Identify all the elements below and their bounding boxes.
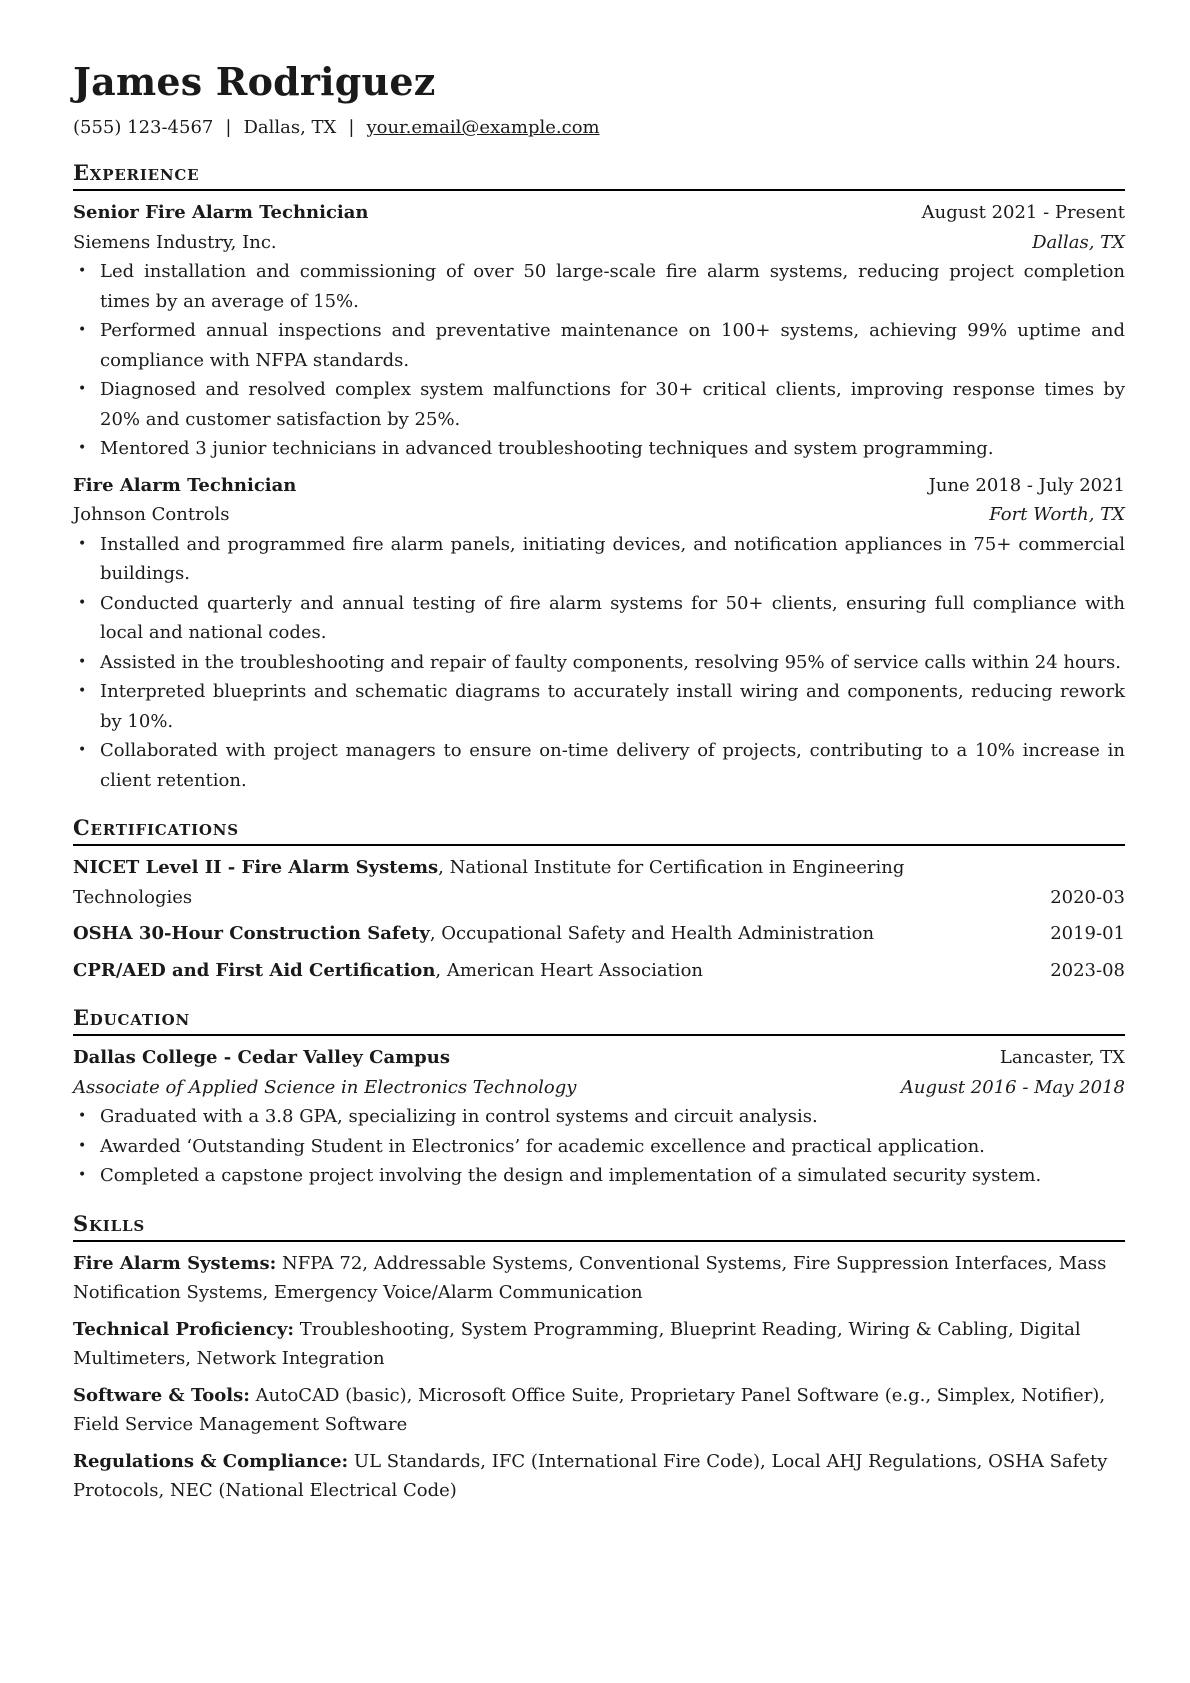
- bullet-item: • Graduated with a 3.8 GPA, specializing in control systems and circuit analysis.: [100, 1102, 1125, 1132]
- section-title-experience: Experience: [73, 160, 1125, 191]
- skill-label: Technical Proficiency:: [73, 1318, 294, 1340]
- phone: (555) 123-4567: [73, 117, 214, 138]
- bullet-item: • Performed annual inspections and preventative maintenance on 100+ systems, achieving 99% uptime and compliance with NFPA standards.: [100, 316, 1125, 375]
- cert-name: NICET Level II - Fire Alarm Systems: [73, 857, 439, 878]
- skills-section: [73, 1211, 1125, 1506]
- education-entry: [73, 1043, 1125, 1191]
- skill-label: Regulations & Compliance:: [73, 1450, 349, 1472]
- location: Dallas, TX: [243, 117, 337, 138]
- bullet-item: • Awarded ‘Outstanding Student in Electronics’ for academic excellence and practical application.: [100, 1132, 1125, 1162]
- job-company: Johnson Controls: [73, 504, 230, 525]
- bullet-item: • Interpreted blueprints and schematic diagrams to accurately install wiring and components, reducing rework by 10%.: [100, 677, 1125, 736]
- cert-date: 2023-08: [1050, 959, 1125, 981]
- skill-group: [73, 1447, 1125, 1506]
- education-dates: August 2016 - May 2018: [900, 1076, 1125, 1098]
- job-location: Fort Worth, TX: [989, 504, 1125, 525]
- skill-value: UL Standards, IFC (International Fire Code), Local AHJ Regulations, OSHA Safety Protocols, NEC (National Electrical Code): [73, 1450, 1108, 1501]
- education-section: [73, 1005, 1125, 1191]
- bullet-item: • Assisted in the troubleshooting and repair of faulty components, resolving 95% of service calls within 24 hours.: [100, 648, 1125, 678]
- school-name: Dallas College - Cedar Valley Campus: [73, 1047, 450, 1068]
- job-entry: [73, 198, 1125, 464]
- bullet-item: • Led installation and commissioning of over 50 large-scale fire alarm systems, reducing project completion times by an average of 15%.: [100, 257, 1125, 316]
- bullet-item: • Installed and programmed fire alarm panels, initiating devices, and notification appliances in 75+ commercial buildings.: [100, 530, 1125, 589]
- cert-issuer: , National Institute for Certification in Engineering Technologies: [73, 857, 905, 908]
- job-entry: [73, 471, 1125, 796]
- cert-item: [73, 853, 1125, 912]
- separator: |: [348, 117, 355, 138]
- section-title-education: Education: [73, 1005, 1125, 1036]
- cert-issuer: , American Heart Association: [435, 959, 703, 981]
- job-bullets: [73, 530, 1125, 796]
- email-link[interactable]: your.email@example.com: [366, 117, 600, 138]
- job-company: Siemens Industry, Inc.: [73, 231, 277, 253]
- cert-date: 2019-01: [1050, 923, 1125, 944]
- bullet-item: • Collaborated with project managers to ensure on-time delivery of projects, contributing to a 10% increase in client retention.: [100, 736, 1125, 795]
- skill-value: Troubleshooting, System Programming, Blueprint Reading, Wiring & Cabling, Digital Multimeters, Network Integration: [73, 1318, 1081, 1369]
- section-title-certifications: Certifications: [73, 815, 1125, 846]
- experience-section: [73, 160, 1125, 795]
- cert-item: [73, 919, 1125, 949]
- cert-name: OSHA 30-Hour Construction Safety: [73, 923, 430, 944]
- skill-value: NFPA 72, Addressable Systems, Conventional Systems, Fire Suppression Interfaces, Mass Notification Systems, Emergency Voice/Alarm Communication: [73, 1252, 1107, 1303]
- school-location: Lancaster, TX: [999, 1047, 1125, 1068]
- separator: |: [225, 117, 232, 138]
- cert-name: CPR/AED and First Aid Certification: [73, 959, 436, 981]
- bullet-item: • Diagnosed and resolved complex system malfunctions for 30+ critical clients, improving response times by 20% and customer satisfaction by 25%.: [100, 375, 1125, 434]
- skill-group: [73, 1381, 1125, 1440]
- candidate-name: James Rodriguez: [73, 59, 436, 104]
- certifications-section: [73, 815, 1125, 985]
- skill-group: [73, 1315, 1125, 1374]
- job-role: Fire Alarm Technician: [73, 474, 297, 496]
- cert-date: 2020-03: [1050, 886, 1125, 908]
- skill-group: [73, 1249, 1125, 1308]
- cert-issuer: , Occupational Safety and Health Administration: [429, 923, 875, 944]
- degree: Associate of Applied Science in Electronics Technology: [73, 1076, 577, 1098]
- resume-page: [73, 58, 1125, 1506]
- bullet-item: • Conducted quarterly and annual testing of fire alarm systems for 50+ clients, ensuring full compliance with local and national codes.: [100, 589, 1125, 648]
- section-title-skills: Skills: [73, 1211, 1125, 1242]
- skill-value: AutoCAD (basic), Microsoft Office Suite, Proprietary Panel Software (e.g., Simplex, Notifier), Field Service Management Software: [73, 1384, 1106, 1435]
- job-role: Senior Fire Alarm Technician: [73, 202, 369, 223]
- job-dates: June 2018 - July 2021: [928, 474, 1125, 496]
- education-bullets: [73, 1102, 1125, 1191]
- job-dates: August 2021 - Present: [921, 202, 1125, 223]
- job-bullets: [73, 257, 1125, 464]
- cert-item: [73, 956, 1125, 986]
- skill-label: Fire Alarm Systems:: [73, 1252, 277, 1274]
- bullet-item: • Completed a capstone project involving the design and implementation of a simulated security system.: [100, 1161, 1125, 1191]
- contact-line: [73, 116, 1125, 140]
- job-location: Dallas, TX: [1032, 231, 1125, 253]
- bullet-item: • Mentored 3 junior technicians in advanced troubleshooting techniques and system programming.: [100, 434, 1125, 464]
- skill-label: Software & Tools:: [73, 1384, 250, 1406]
